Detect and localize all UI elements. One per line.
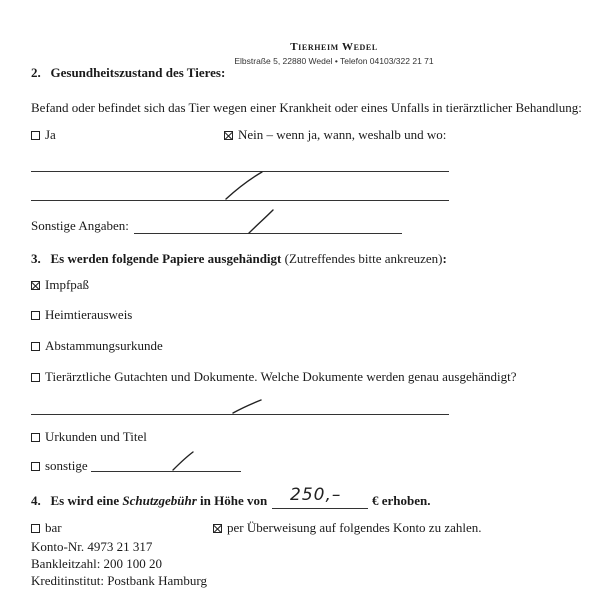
option-nein-label: Nein – wenn ja, wann, weshalb und wo: bbox=[238, 127, 447, 142]
paper-item-label: sonstige bbox=[45, 458, 88, 473]
checkbox-heimtierausweis[interactable] bbox=[31, 311, 40, 320]
handwritten-strike-mark bbox=[222, 170, 266, 202]
section-2-title: Gesundheitszustand des Tieres: bbox=[50, 65, 226, 80]
checkbox-gutachten[interactable] bbox=[31, 373, 40, 382]
handwritten-strike-mark bbox=[230, 398, 264, 416]
paper-item-urkunden[interactable] bbox=[31, 429, 147, 445]
paper-item-label: Abstammungsurkunde bbox=[45, 338, 163, 353]
paper-item-label: Urkunden und Titel bbox=[45, 429, 147, 444]
option-ja[interactable] bbox=[31, 127, 56, 143]
checkbox-nein-checked[interactable] bbox=[224, 131, 233, 140]
payment-option-bar[interactable] bbox=[31, 520, 62, 536]
account-number: Konto-Nr. 4973 21 317 bbox=[31, 539, 153, 554]
section-4-number: 4. bbox=[31, 493, 41, 508]
section-2-heading bbox=[31, 65, 225, 81]
checkbox-abstammungsurkunde[interactable] bbox=[31, 342, 40, 351]
checkbox-bar[interactable] bbox=[31, 524, 40, 533]
payment-option-transfer[interactable] bbox=[213, 520, 482, 536]
checkbox-urkunden[interactable] bbox=[31, 433, 40, 442]
section-4-heading bbox=[31, 493, 267, 509]
paper-item-label: Heimtierausweis bbox=[45, 307, 133, 322]
paper-item-label: Tierärztliche Gutachten und Dokumente. Welche Dokumente werden genau ausgehändigt? bbox=[45, 369, 517, 384]
fee-heading-post: € erhoben. bbox=[372, 493, 431, 508]
payment-option-transfer-label: per Überweisung auf folgendes Konto zu zahlen. bbox=[227, 520, 482, 535]
section-3-colon: : bbox=[442, 251, 447, 266]
checkbox-transfer-checked[interactable] bbox=[213, 524, 222, 533]
paper-item-label: Impfpaß bbox=[45, 277, 90, 292]
checkbox-ja[interactable] bbox=[31, 131, 40, 140]
checkbox-impfpass-checked[interactable] bbox=[31, 281, 40, 290]
paper-item-gutachten[interactable] bbox=[31, 369, 517, 385]
bank-institute: Kreditinstitut: Postbank Hamburg bbox=[31, 573, 207, 588]
sonstige-papers-line[interactable] bbox=[91, 471, 241, 472]
handwritten-strike-mark bbox=[246, 208, 276, 236]
section-3-heading bbox=[31, 251, 447, 267]
letterhead-address: Elbstraße 5, 22880 Wedel • Telefon 04103/322 21 71 bbox=[234, 56, 434, 66]
paper-item-heimtierausweis[interactable] bbox=[31, 307, 132, 323]
section-2-number: 2. bbox=[31, 65, 41, 80]
section-3-number: 3. bbox=[31, 251, 41, 266]
sonstige-angaben-label: Sonstige Angaben: bbox=[31, 218, 129, 233]
option-ja-label: Ja bbox=[45, 127, 56, 142]
fee-amount-handwritten: 250,– bbox=[290, 485, 342, 505]
fee-heading-italic: Schutzgebühr bbox=[122, 493, 197, 508]
treatment-question: Befand oder befindet sich das Tier wegen einer Krankheit oder eines Unfalls in tierärztlicher Behandlung: bbox=[31, 100, 582, 115]
paper-item-impfpass[interactable] bbox=[31, 277, 89, 293]
checkbox-sonstige[interactable] bbox=[31, 462, 40, 471]
bank-code: Bankleitzahl: 200 100 20 bbox=[31, 556, 163, 571]
fee-heading-mid: in Höhe von bbox=[200, 493, 268, 508]
section-3-title: Es werden folgende Papiere ausgehändigt bbox=[50, 251, 282, 266]
paper-item-sonstige[interactable] bbox=[31, 458, 88, 474]
section-3-note: (Zutreffendes bitte ankreuzen) bbox=[284, 251, 443, 266]
option-nein[interactable] bbox=[224, 127, 446, 143]
fee-amount-line[interactable] bbox=[272, 508, 368, 509]
handwritten-strike-mark bbox=[170, 450, 196, 472]
paper-item-abstammungsurkunde[interactable] bbox=[31, 338, 163, 354]
fee-heading-pre: Es wird eine bbox=[50, 493, 120, 508]
payment-option-bar-label: bar bbox=[45, 520, 62, 535]
letterhead-title: Tierheim Wedel bbox=[290, 41, 378, 53]
